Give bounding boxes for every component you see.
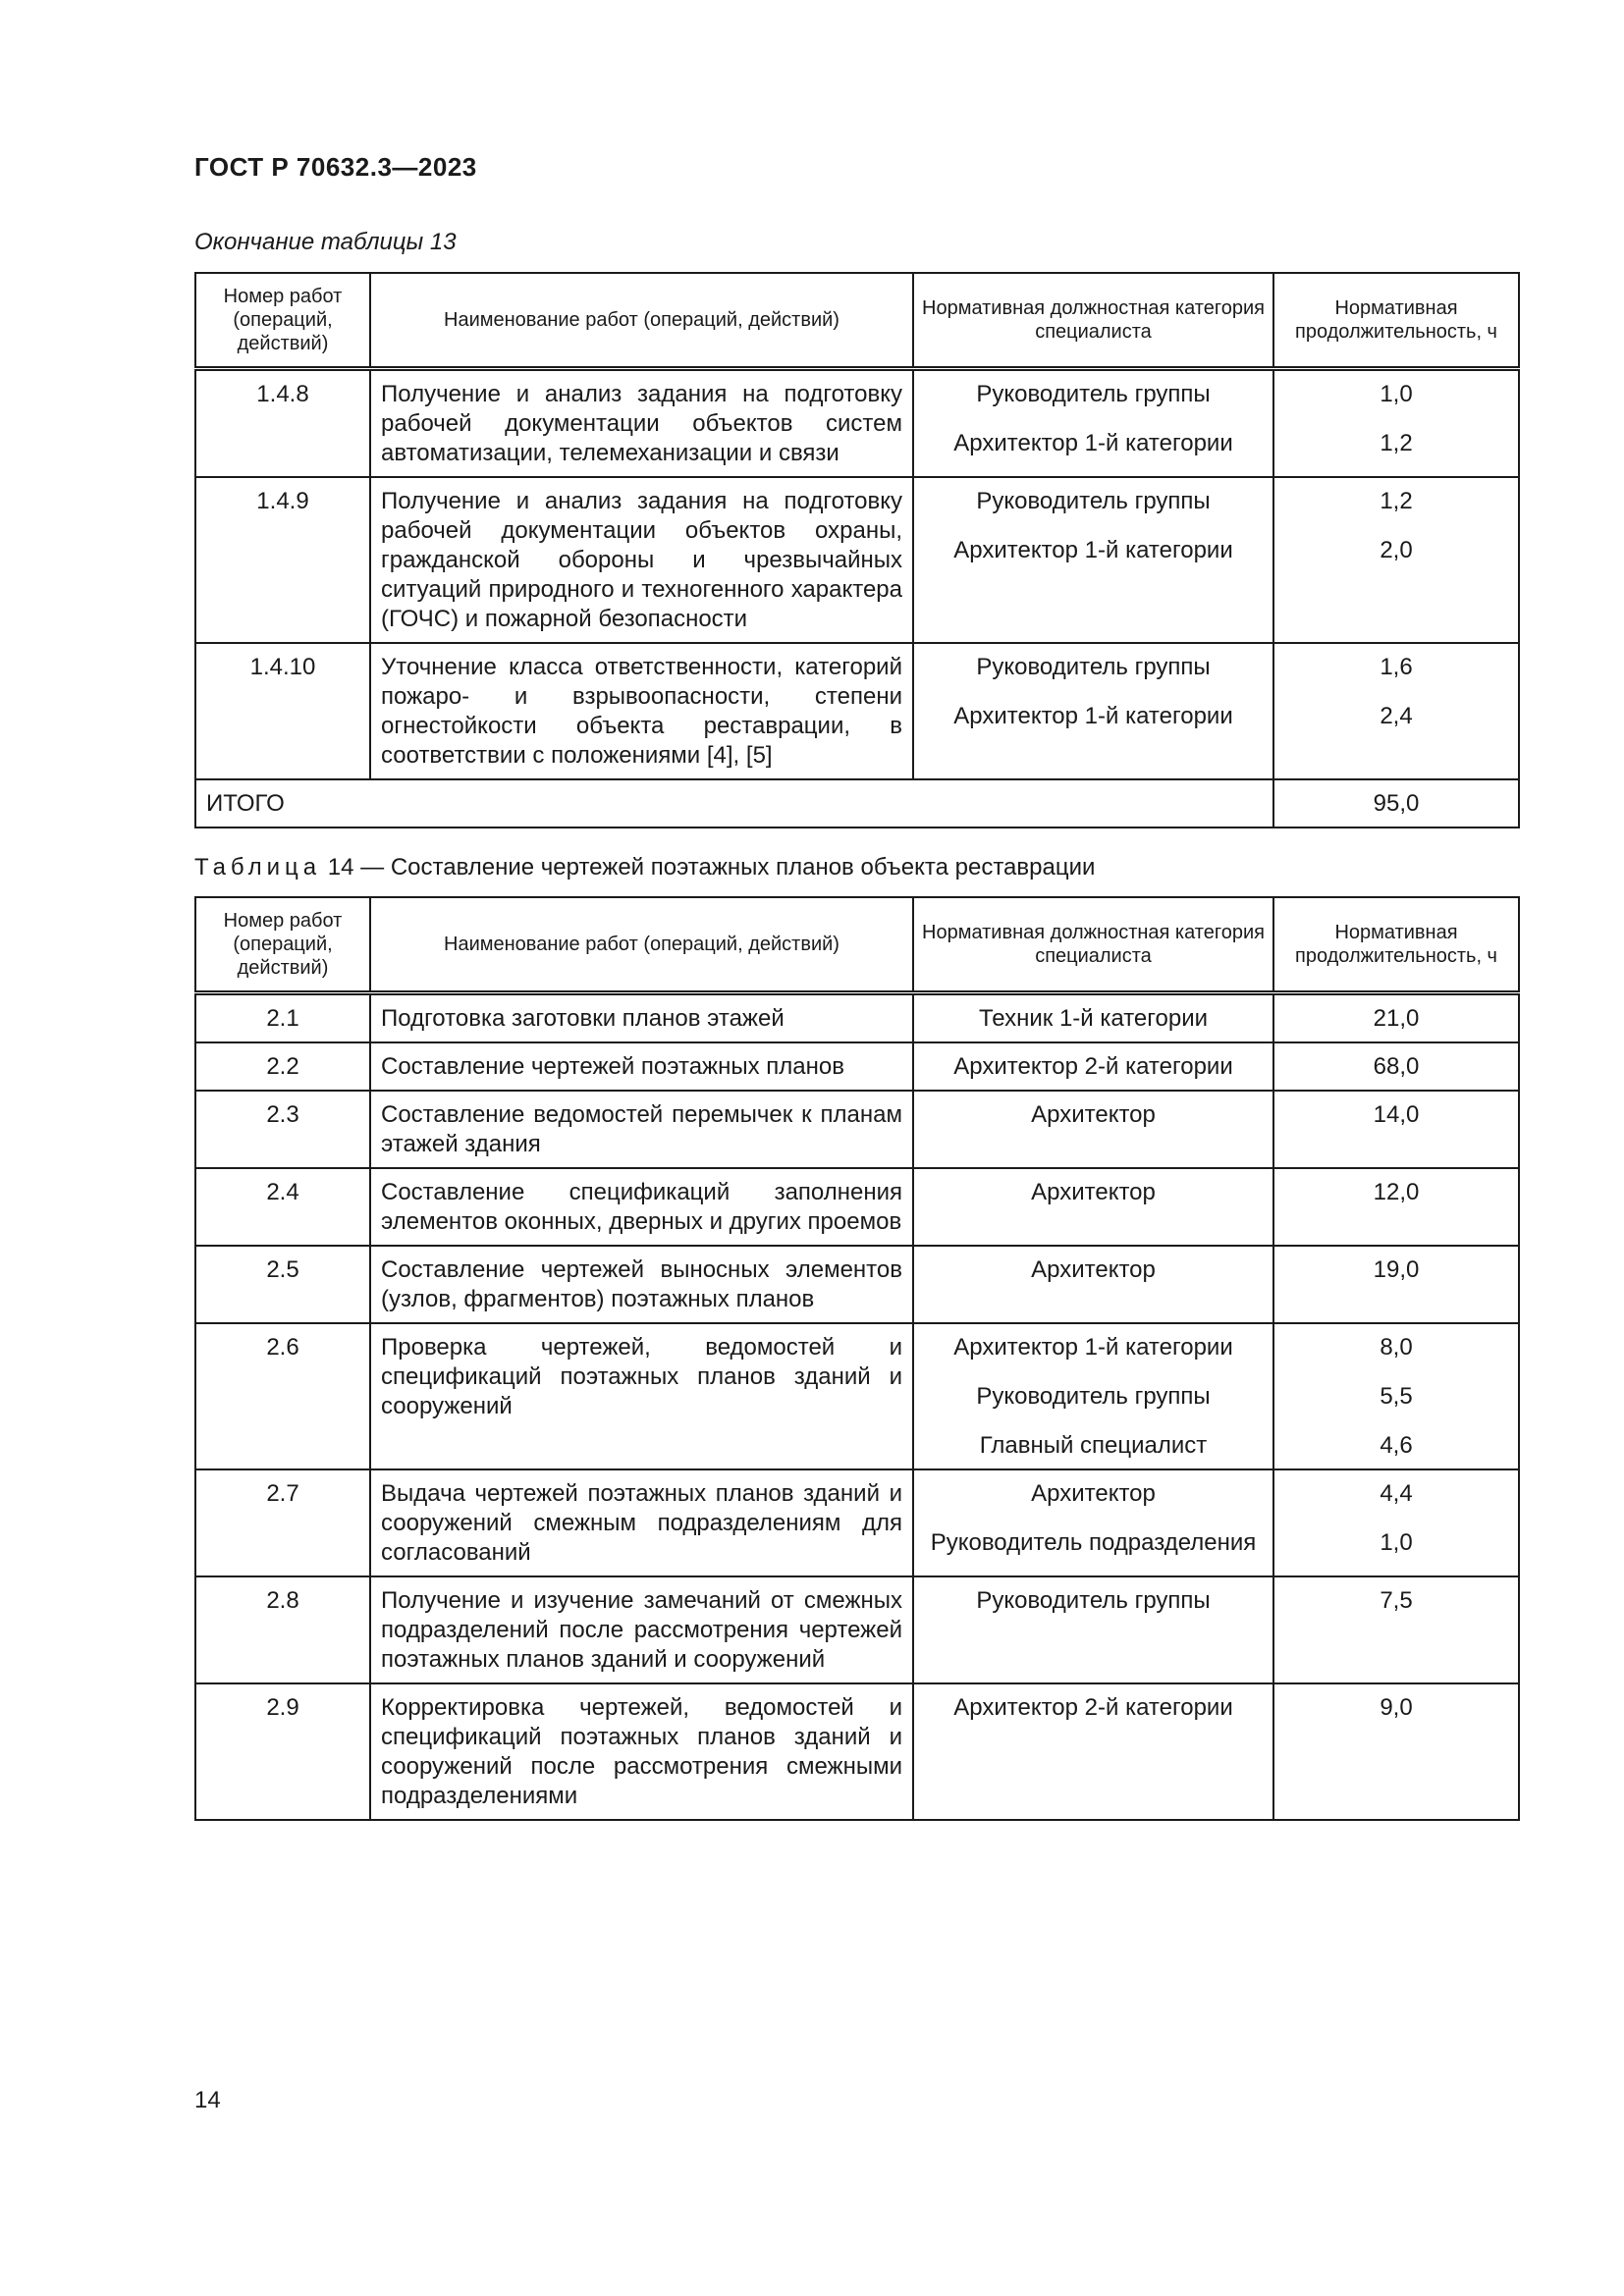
work-description: Составление спецификаций заполнения элементов оконных, дверных и других проемов (370, 1168, 913, 1246)
work-description: Получение и анализ задания на подготовку рабочей документации объектов систем автоматизации, телемеханизации и связи (370, 369, 913, 478)
column-header-number: Номер работ (операций, действий) (195, 273, 370, 369)
work-description: Выдача чертежей поэтажных планов зданий и сооружений смежным подразделениям для согласований (370, 1469, 913, 1576)
specialist-category-cell (913, 1683, 1273, 1820)
specialist-category: Архитектор 1-й категории (953, 430, 1233, 456)
specialist-category-cell (913, 1576, 1273, 1683)
specialist-category: Главный специалист (979, 1432, 1208, 1459)
duration-cell (1273, 369, 1519, 478)
work-number: 2.5 (195, 1246, 370, 1323)
work-number: 2.3 (195, 1091, 370, 1168)
duration-hours: 1,0 (1380, 381, 1413, 407)
duration-cell (1273, 477, 1519, 643)
work-description: Составление чертежей выносных элементов (узлов, фрагментов) поэтажных планов (370, 1246, 913, 1323)
duration-hours: 1,0 (1380, 1529, 1413, 1556)
duration-cell (1273, 1683, 1519, 1820)
specialist-category: Архитектор (1031, 1480, 1156, 1507)
duration-hours: 12,0 (1373, 1179, 1420, 1205)
specialist-category: Архитектор 1-й категории (953, 703, 1233, 729)
duration-hours: 4,4 (1380, 1480, 1413, 1507)
specialist-category: Архитектор 2-й категории (953, 1053, 1233, 1080)
total-label: ИТОГО (195, 779, 1273, 828)
table-row (195, 1576, 1519, 1683)
duration-cell (1273, 1042, 1519, 1091)
specialist-category: Архитектор 1-й категории (953, 537, 1233, 563)
specialist-category: Архитектор (1031, 1179, 1156, 1205)
table-row (195, 477, 1519, 643)
duration-hours: 2,0 (1380, 537, 1413, 563)
specialist-category-cell (913, 1469, 1273, 1576)
duration-hours: 8,0 (1380, 1334, 1413, 1361)
table-row (195, 643, 1519, 779)
table-header-row (195, 897, 1519, 993)
specialist-category: Техник 1-й категории (978, 1005, 1209, 1032)
work-description: Получение и изучение замечаний от смежных подразделений после рассмотрения чертежей поэтажных планов зданий и сооружений (370, 1576, 913, 1683)
specialist-category: Руководитель группы (976, 1383, 1211, 1410)
work-number: 1.4.9 (195, 477, 370, 643)
table-14-caption (194, 854, 1095, 881)
duration-hours: 19,0 (1373, 1256, 1420, 1283)
specialist-category-cell (913, 477, 1273, 643)
table-13-continuation-caption: Окончание таблицы 13 (194, 229, 457, 255)
column-header-name: Наименование работ (операций, действий) (370, 897, 913, 993)
duration-cell (1273, 1576, 1519, 1683)
duration-hours: 1,2 (1380, 488, 1413, 514)
specialist-category-cell (913, 993, 1273, 1043)
table-row (195, 1168, 1519, 1246)
specialist-category: Руководитель подразделения (930, 1529, 1257, 1556)
duration-cell (1273, 643, 1519, 779)
work-number: 1.4.8 (195, 369, 370, 478)
work-description: Уточнение класса ответственности, категорий пожаро- и взрывоопасности, степени огнестойкости объекта реставрации, в соответствии с положениями [4], [5] (370, 643, 913, 779)
duration-hours: 5,5 (1380, 1383, 1413, 1410)
column-header-name: Наименование работ (операций, действий) (370, 273, 913, 369)
duration-hours: 1,6 (1380, 654, 1413, 680)
duration-hours: 9,0 (1380, 1694, 1413, 1721)
specialist-category: Руководитель группы (976, 381, 1211, 407)
table-row (195, 1469, 1519, 1576)
page-number: 14 (194, 2087, 221, 2113)
total-value: 95,0 (1273, 779, 1519, 828)
column-header-category: Нормативная должностная категория специалиста (913, 897, 1273, 993)
table-row (195, 1323, 1519, 1469)
work-number: 2.1 (195, 993, 370, 1043)
work-description: Получение и анализ задания на подготовку рабочей документации объектов охраны, гражданской обороны и чрезвычайных ситуаций природного и техногенного характера (ГОЧС) и пожарной безопасности (370, 477, 913, 643)
duration-hours: 1,2 (1380, 430, 1413, 456)
work-description: Проверка чертежей, ведомостей и спецификаций поэтажных планов зданий и сооружений (370, 1323, 913, 1469)
table-row (195, 993, 1519, 1043)
duration-cell (1273, 1168, 1519, 1246)
specialist-category-cell (913, 1042, 1273, 1091)
work-number: 2.8 (195, 1576, 370, 1683)
table-14 (194, 896, 1520, 1821)
duration-cell (1273, 1469, 1519, 1576)
specialist-category: Архитектор 2-й категории (953, 1694, 1233, 1721)
table-14-caption-label: Таблица (194, 854, 322, 881)
work-number: 2.2 (195, 1042, 370, 1091)
duration-hours: 4,6 (1380, 1432, 1413, 1459)
duration-hours: 14,0 (1373, 1101, 1420, 1128)
work-description: Составление ведомостей перемычек к планам этажей здания (370, 1091, 913, 1168)
work-description: Корректировка чертежей, ведомостей и спецификаций поэтажных планов зданий и сооружений после рассмотрения смежными подразделениями (370, 1683, 913, 1820)
specialist-category: Архитектор 1-й категории (953, 1334, 1233, 1361)
specialist-category-cell (913, 1246, 1273, 1323)
table-14-caption-title: 14 — Составление чертежей поэтажных планов объекта реставрации (327, 854, 1096, 881)
table-13 (194, 272, 1520, 828)
specialist-category: Руководитель группы (976, 654, 1211, 680)
specialist-category-cell (913, 1091, 1273, 1168)
table-total-row (195, 779, 1519, 828)
work-number: 2.4 (195, 1168, 370, 1246)
table-header-row (195, 273, 1519, 369)
table-row (195, 1246, 1519, 1323)
duration-cell (1273, 1246, 1519, 1323)
work-number: 2.7 (195, 1469, 370, 1576)
work-number: 1.4.10 (195, 643, 370, 779)
specialist-category: Руководитель группы (976, 1587, 1211, 1614)
table-13-body (195, 369, 1519, 780)
work-number: 2.6 (195, 1323, 370, 1469)
column-header-duration: Нормативная продолжительность, ч (1273, 897, 1519, 993)
column-header-category: Нормативная должностная категория специалиста (913, 273, 1273, 369)
document-standard-header: ГОСТ Р 70632.3—2023 (194, 152, 477, 182)
work-description: Составление чертежей поэтажных планов (370, 1042, 913, 1091)
duration-hours: 68,0 (1373, 1053, 1420, 1080)
duration-hours: 21,0 (1373, 1005, 1420, 1032)
specialist-category: Архитектор (1031, 1256, 1156, 1283)
specialist-category-cell (913, 1168, 1273, 1246)
work-description: Подготовка заготовки планов этажей (370, 993, 913, 1043)
specialist-category-cell (913, 643, 1273, 779)
work-number: 2.9 (195, 1683, 370, 1820)
table-row (195, 369, 1519, 478)
table-row (195, 1683, 1519, 1820)
duration-hours: 7,5 (1380, 1587, 1413, 1614)
specialist-category: Руководитель группы (976, 488, 1211, 514)
duration-cell (1273, 1323, 1519, 1469)
duration-cell (1273, 993, 1519, 1043)
table-14-body (195, 993, 1519, 1821)
specialist-category-cell (913, 1323, 1273, 1469)
specialist-category: Архитектор (1031, 1101, 1156, 1128)
column-header-duration: Нормативная продолжительность, ч (1273, 273, 1519, 369)
duration-hours: 2,4 (1380, 703, 1413, 729)
table-row (195, 1042, 1519, 1091)
column-header-number: Номер работ (операций, действий) (195, 897, 370, 993)
specialist-category-cell (913, 369, 1273, 478)
duration-cell (1273, 1091, 1519, 1168)
table-row (195, 1091, 1519, 1168)
